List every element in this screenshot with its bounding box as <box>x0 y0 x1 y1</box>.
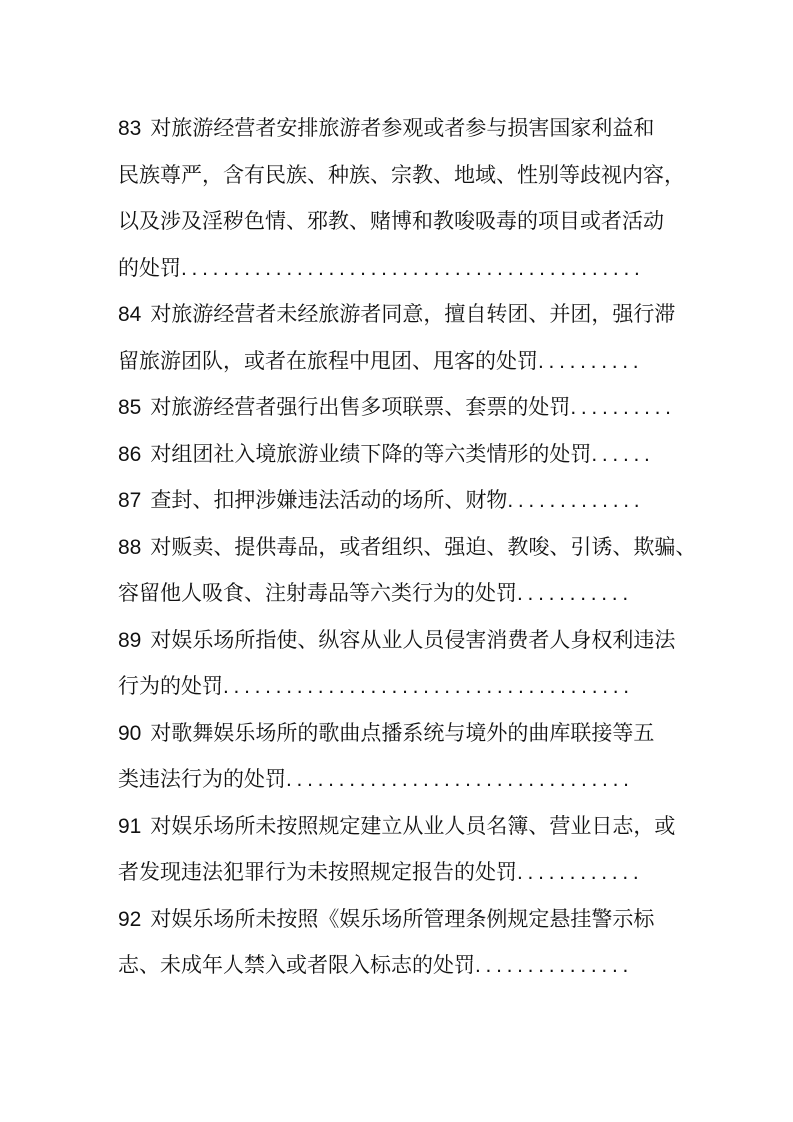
leader-dots: ............ <box>517 861 644 884</box>
toc-entry-line <box>118 710 738 757</box>
toc-entry-line <box>118 105 738 152</box>
toc-entry-line <box>118 942 738 989</box>
leader-dots: ............... <box>475 954 634 977</box>
entry-number: 83 <box>118 117 142 140</box>
toc-entry-line <box>118 338 738 385</box>
entry-text: 对娱乐场所指使、纵容从业人员侵害消费者人身权利违法 <box>150 627 676 652</box>
toc-entry <box>118 617 738 710</box>
toc-entry <box>118 710 738 803</box>
toc-entry-line <box>118 431 738 478</box>
toc-entry-line <box>118 803 738 850</box>
entry-text: 对旅游经营者安排旅游者参观或者参与损害国家利益和 <box>150 116 655 140</box>
entry-number: 85 <box>118 396 142 419</box>
toc-entry-line <box>118 198 738 245</box>
leader-dots: ............................................ <box>181 256 645 280</box>
toc-entry-line <box>118 384 738 431</box>
entry-text: 对组团社入境旅游业绩下降的等六类情形的处罚 <box>150 441 592 466</box>
leader-dots: ............. <box>507 489 645 512</box>
toc-entry <box>118 384 738 431</box>
toc-entry <box>118 803 738 896</box>
leader-dots: .......... <box>570 396 676 419</box>
entry-text: 类违法行为的处罚 <box>118 767 286 791</box>
entry-text: 对旅游经营者强行出售多项联票、套票的处罚 <box>150 395 571 419</box>
toc-entry-line <box>118 663 738 710</box>
toc-entry-line <box>118 291 738 338</box>
entry-text: 对歌舞娱乐场所的歌曲点播系统与境外的曲库联接等五 <box>150 720 655 745</box>
toc-entry <box>118 105 738 291</box>
leader-dots: ................................. <box>286 768 634 791</box>
entry-text: 对娱乐场所未按照《娱乐场所管理条例规定悬挂警示标 <box>150 906 655 931</box>
entry-number: 84 <box>118 303 142 326</box>
toc-entry-line <box>118 524 738 571</box>
toc-entry <box>118 477 738 524</box>
entry-text: 者发现违法犯罪行为未按照规定报告的处罚 <box>118 860 517 884</box>
toc-entry <box>118 431 738 478</box>
toc-entry-line <box>118 896 738 943</box>
toc-entry-line <box>118 570 738 617</box>
entry-text: 志、未成年人禁入或者限入标志的处罚 <box>118 953 475 977</box>
entry-number: 87 <box>118 489 142 512</box>
toc-entry <box>118 524 738 617</box>
entry-number: 91 <box>118 814 142 838</box>
entry-number: 88 <box>118 535 142 559</box>
entry-text: 以及涉及淫秽色情、邪教、赌博和教唆吸毒的项目或者活动 <box>118 209 664 233</box>
toc-entry-line <box>118 617 738 664</box>
toc-entry-line <box>118 477 738 524</box>
entry-number: 86 <box>118 442 142 466</box>
leader-dots: ...... <box>591 442 655 466</box>
entry-number: 89 <box>118 628 142 652</box>
leader-dots: ....................................... <box>223 675 634 698</box>
toc-entry <box>118 291 738 384</box>
entry-number: 92 <box>118 907 142 931</box>
entry-text: 容留他人吸食、注射毒品等六类行为的处罚 <box>118 581 517 605</box>
toc-entry-line <box>118 849 738 896</box>
entry-text: 留旅游团队，或者在旅程中甩团、甩客的处罚 <box>118 348 538 373</box>
entry-text: 对娱乐场所未按照规定建立从业人员名簿、营业日志，或 <box>150 813 676 838</box>
toc-entry-line <box>118 152 738 199</box>
toc-entry-line <box>118 756 738 803</box>
entry-text: 民族尊严，含有民族、种族、宗教、地域、性别等歧视内容， <box>118 162 685 187</box>
entry-text: 查封、扣押涉嫌违法活动的场所、财物 <box>150 488 508 512</box>
table-of-contents <box>118 105 738 989</box>
leader-dots: ........... <box>517 582 633 605</box>
entry-text: 对贩卖、提供毒品，或者组织、强迫、教唆、引诱、欺骗、 <box>150 534 697 559</box>
entry-number: 90 <box>118 721 142 745</box>
leader-dots: .......... <box>538 349 644 373</box>
entry-text: 的处罚 <box>118 255 181 280</box>
toc-entry-line <box>118 245 738 292</box>
entry-text: 对旅游经营者未经旅游者同意，擅自转团、并团，强行滞 <box>150 302 676 326</box>
entry-text: 行为的处罚 <box>118 674 223 698</box>
toc-entry <box>118 896 738 989</box>
